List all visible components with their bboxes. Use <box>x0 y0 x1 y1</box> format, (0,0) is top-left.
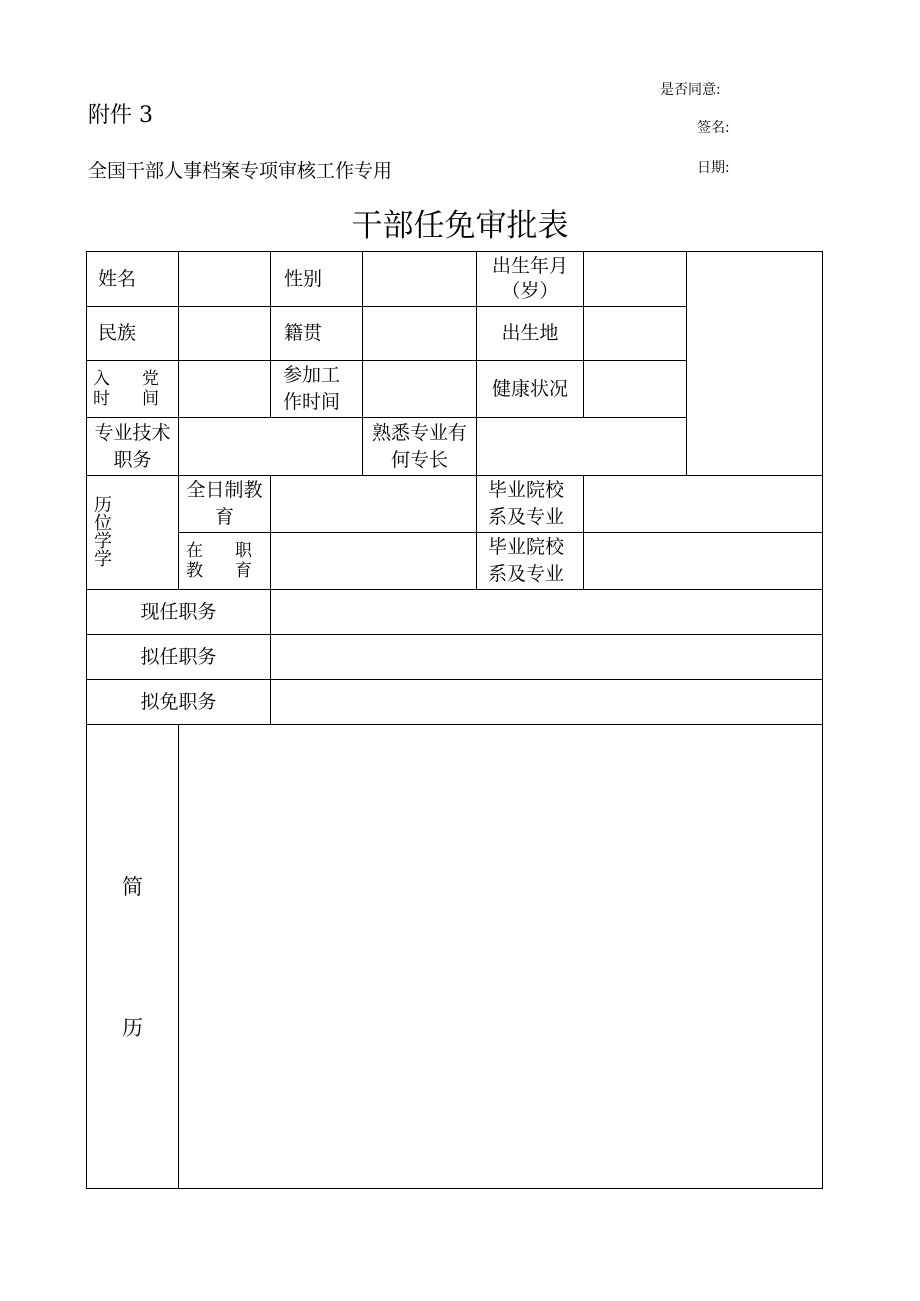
inservice-label-r1b: 职 <box>235 541 252 561</box>
inservice-school-input[interactable] <box>584 533 822 589</box>
education-label-char2: 位 <box>94 512 112 534</box>
ethnicity-input[interactable] <box>179 307 270 360</box>
proposed-removal-input[interactable] <box>271 680 822 724</box>
party-label-r2a: 时 <box>93 389 110 409</box>
fulltime-education-input[interactable] <box>271 476 476 532</box>
gender-label: 性别 <box>284 267 323 290</box>
current-position-label-cell <box>87 590 270 634</box>
birthplace-label-cell <box>477 307 583 360</box>
attachment-label: 附件 3 <box>88 103 153 128</box>
fulltime-label-cell <box>179 476 270 532</box>
native-place-label-cell <box>284 307 362 360</box>
proposed-removal-label: 拟免职务 <box>140 690 217 713</box>
party-label-r1a: 入 <box>93 369 110 389</box>
native-place-input[interactable] <box>363 307 476 360</box>
tech-title-label-line1: 专业技术 <box>94 421 171 444</box>
birth-label-line1: 出生年月 <box>491 255 568 277</box>
work-start-label-cell <box>283 361 362 417</box>
education-label <box>94 476 124 589</box>
education-label-char1: 历 <box>94 494 112 516</box>
party-label-r1b: 党 <box>142 369 159 389</box>
school-label-line2: 系及专业 <box>488 506 565 528</box>
school2-label-line1: 毕业院校 <box>488 536 565 558</box>
school-label-cell <box>488 476 583 532</box>
native-place-label: 籍贯 <box>284 322 323 344</box>
health-input[interactable] <box>584 361 686 417</box>
fulltime-label-line1: 全日制教 <box>186 479 263 501</box>
inservice-education-input[interactable] <box>271 533 476 589</box>
birthplace-label: 出生地 <box>501 322 559 344</box>
resume-label-char2: 历 <box>122 1015 143 1040</box>
name-input[interactable] <box>179 252 270 306</box>
party-join-label <box>93 361 159 417</box>
work-start-label-line1: 参加工 <box>283 364 341 386</box>
tech-title-label-line2: 职务 <box>113 448 152 471</box>
inservice-label-r1a: 在 <box>186 541 203 561</box>
current-position-label: 现任职务 <box>140 600 217 623</box>
health-label-cell <box>477 361 583 417</box>
inservice-label-r2a: 教 <box>186 561 203 581</box>
gender-input[interactable] <box>363 252 476 306</box>
tech-title-input[interactable] <box>179 418 362 475</box>
fulltime-label-line2: 育 <box>214 506 234 528</box>
specialty-label-line2: 何专长 <box>390 448 448 471</box>
proposed-removal-label-cell <box>87 680 270 724</box>
work-start-input[interactable] <box>363 361 476 417</box>
inservice-label-cell <box>186 533 252 589</box>
ethnicity-label-cell <box>98 307 178 360</box>
document-subtitle: 全国干部人事档案专项审核工作专用 <box>88 160 393 182</box>
proposed-appointment-label-cell <box>87 635 270 679</box>
resume-label-char1-cell <box>87 870 178 904</box>
proposed-appointment-label: 拟任职务 <box>140 645 217 668</box>
name-label: 姓名 <box>98 267 137 290</box>
party-label-r2b: 间 <box>142 389 159 409</box>
resume-label-char2-cell <box>87 1011 178 1045</box>
birth-label-line2: （岁） <box>501 280 559 302</box>
resume-textarea[interactable] <box>179 725 822 1188</box>
ethnicity-label: 民族 <box>98 322 137 344</box>
birth-label-cell <box>477 252 583 306</box>
approval-date-label: 日期: <box>697 160 730 176</box>
health-label: 健康状况 <box>491 377 568 400</box>
proposed-appointment-input[interactable] <box>271 635 822 679</box>
specialty-label-line1: 熟悉专业有 <box>371 421 467 444</box>
fulltime-school-input[interactable] <box>584 476 822 532</box>
education-label-char4: 学 <box>94 548 112 570</box>
party-join-input[interactable] <box>179 361 270 417</box>
school2-label-line2: 系及专业 <box>488 563 565 585</box>
approval-agree-label: 是否同意: <box>660 82 721 98</box>
school2-label-cell <box>488 533 583 589</box>
tech-title-label-cell <box>87 418 178 475</box>
inservice-label-r2b: 育 <box>235 561 252 581</box>
approval-signature-label: 签名: <box>697 120 730 136</box>
gender-label-cell <box>284 252 362 306</box>
specialty-input[interactable] <box>477 418 686 475</box>
birthplace-input[interactable] <box>584 307 686 360</box>
education-label-char3: 学 <box>94 530 112 552</box>
birth-input[interactable] <box>584 252 686 306</box>
name-label-cell <box>98 252 178 306</box>
form-title: 干部任免审批表 <box>351 208 569 244</box>
specialty-label-cell <box>363 418 476 475</box>
resume-label-char1: 简 <box>122 874 143 899</box>
work-start-label-line2: 作时间 <box>283 391 341 413</box>
photo-box <box>687 252 822 475</box>
current-position-input[interactable] <box>271 590 822 634</box>
school-label-line1: 毕业院校 <box>488 479 565 501</box>
